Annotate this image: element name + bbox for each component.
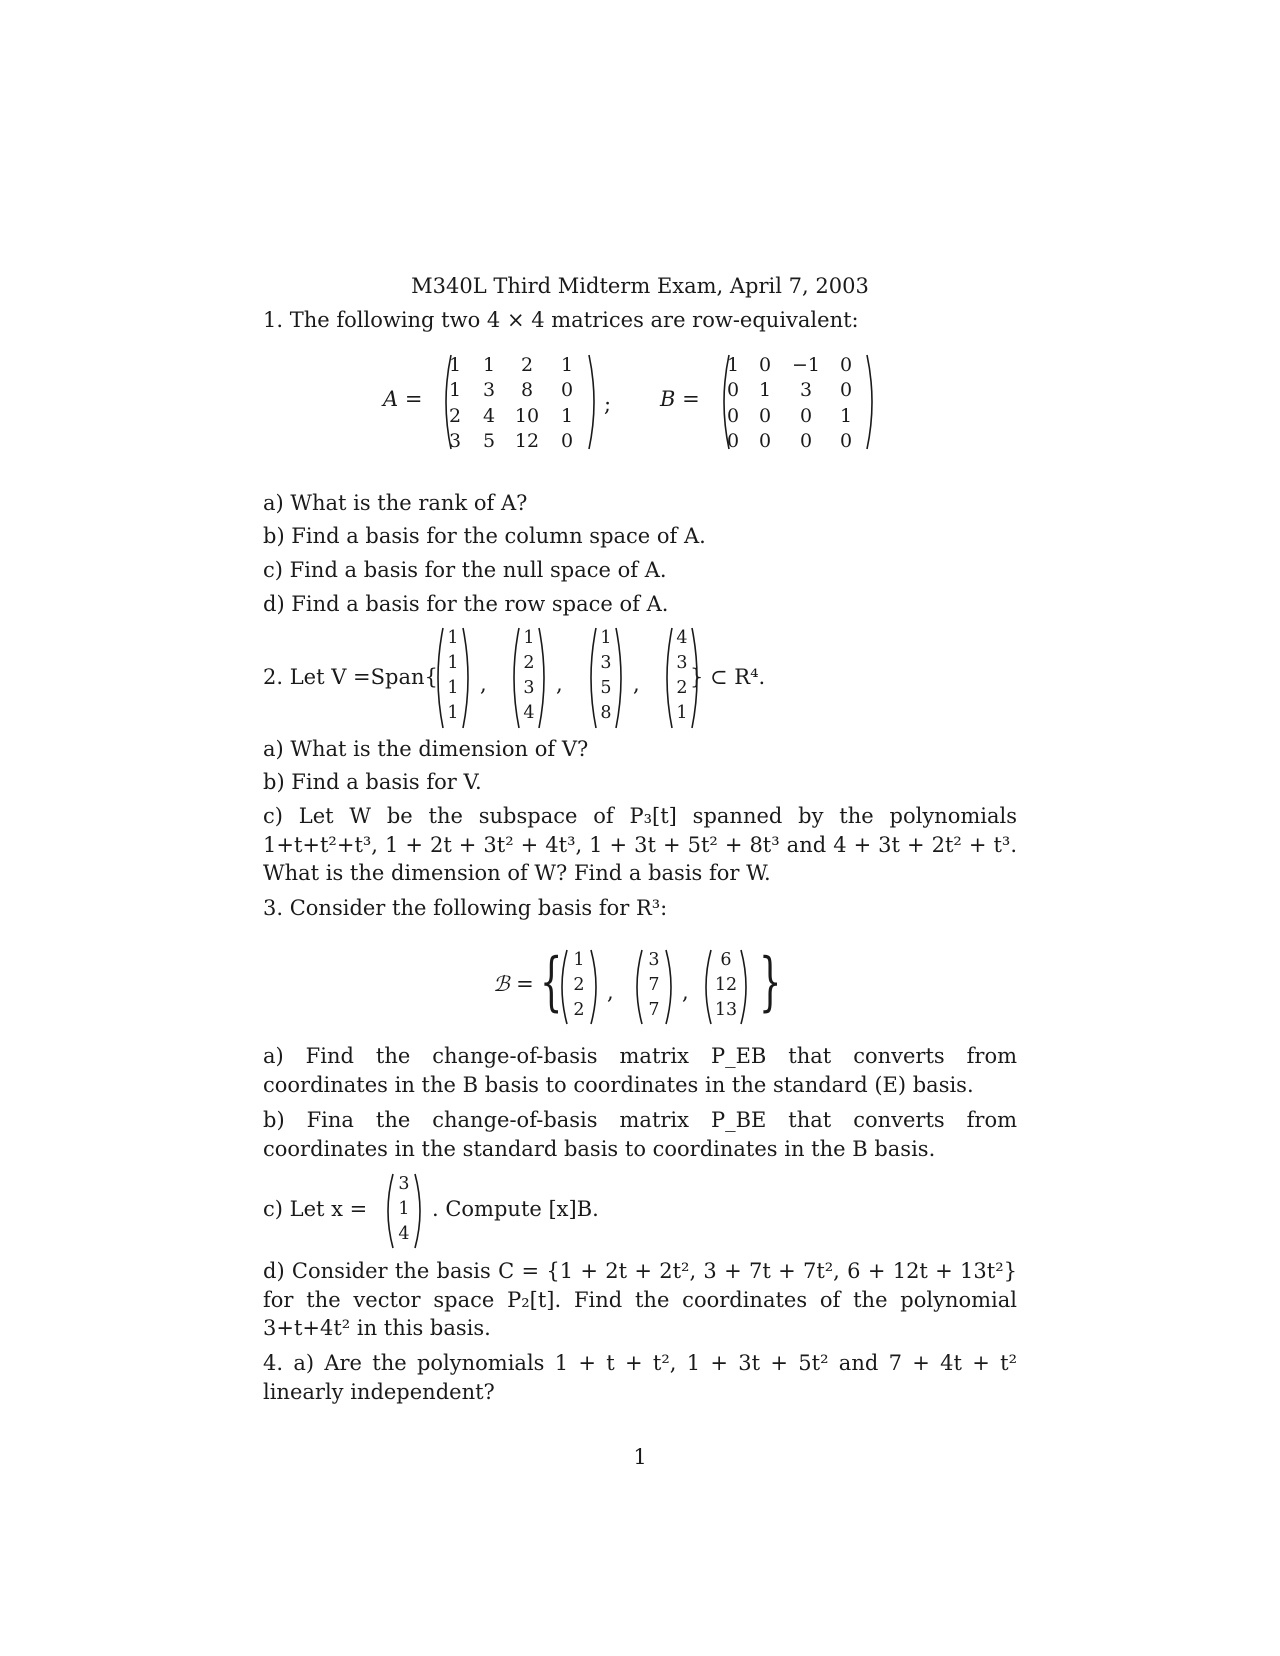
vector-entry: 2 (523, 653, 535, 673)
vector-entry: 1 (600, 628, 612, 648)
vector-entry: 1 (447, 678, 459, 698)
matrix-cell: 0 (839, 379, 853, 401)
matrix-cell: 0 (726, 430, 740, 452)
q3-part-b: b) Fina the change-of-basis matrix P_BE that converts from coordinates in the standard basis to coordinates in the B basis. (263, 1108, 1017, 1161)
q3-close-brace: } (759, 945, 782, 1019)
matrix-a-label: A = (383, 387, 423, 411)
matrix-cell: 4 (482, 405, 496, 427)
q3-basis-label: ℬ = (493, 972, 534, 996)
vector-entry: 1 (676, 703, 688, 723)
matrix-cell: 0 (560, 379, 574, 401)
vector-entry: 1 (447, 653, 459, 673)
right-paren (741, 950, 746, 1024)
matrix-cell: 8 (520, 379, 534, 401)
q3-open-brace: { (540, 945, 563, 1019)
q2-tail: } ⊂ R⁴. (690, 665, 766, 689)
q1-part-b: b) Find a basis for the column space of A. (263, 524, 706, 548)
q2-part-a: a) What is the dimension of V? (263, 737, 589, 761)
matrix-cell: 0 (839, 354, 853, 376)
matrix-cell: 12 (514, 430, 540, 452)
q3-part-a: a) Find the change-of-basis matrix P_EB that converts from coordinates in the B basis to coordinates in the standard (E) basis. (263, 1044, 1017, 1097)
vector-entry: 8 (600, 703, 612, 723)
q2-lead: 2. Let V =Span{ (263, 665, 438, 689)
matrix-cell: 10 (514, 405, 540, 427)
matrix-a (440, 353, 600, 451)
vector-entry: 1 (398, 1199, 410, 1219)
vector-entry: 2 (676, 678, 688, 698)
vector-entry: 3 (523, 678, 535, 698)
matrix-b-label: B = (660, 387, 700, 411)
exam-title: M340L Third Midterm Exam, April 7, 2003 (411, 274, 869, 298)
q4-text: 4. a) Are the polynomials 1 + t + t², 1 + 3t + 5t² and 7 + 4t + t² linearly independent? (263, 1351, 1017, 1404)
vector-entry: 1 (573, 950, 585, 970)
vector-entry: 4 (523, 703, 535, 723)
vector-entry: 2 (573, 975, 585, 995)
vector-entry: 1 (447, 703, 459, 723)
q1-part-c: c) Find a basis for the null space of A. (263, 558, 667, 582)
vector-entry: 13 (714, 1000, 738, 1020)
matrix-cell: 1 (758, 379, 772, 401)
matrix-separator: ; (604, 392, 612, 416)
matrix-cell: 1 (448, 354, 462, 376)
vector-entry: 3 (398, 1174, 410, 1194)
q3-vector (556, 948, 602, 1026)
q2-vector (508, 626, 550, 730)
q3-intro: 3. Consider the following basis for R³: (263, 896, 668, 920)
matrix-cell: 3 (448, 430, 462, 452)
q3-part-c-lead: c) Let x = (263, 1197, 368, 1221)
vector-entry: 4 (676, 628, 688, 648)
matrix-cell: −1 (791, 354, 820, 376)
vector-entry: 7 (648, 1000, 660, 1020)
matrix-cell: 1 (560, 354, 574, 376)
matrix-cell: 0 (726, 405, 740, 427)
matrix-cell: 1 (726, 354, 740, 376)
q3-vector (631, 948, 677, 1026)
matrix-cell: 0 (758, 405, 772, 427)
vector-entry: 3 (648, 950, 660, 970)
q3-part-c-tail: . Compute [x]B. (432, 1197, 599, 1221)
vector-entry: 6 (720, 950, 732, 970)
right-paren (589, 355, 594, 449)
vector-entry: 5 (600, 678, 612, 698)
vector-entry: 4 (398, 1224, 410, 1244)
vector-entry: 7 (648, 975, 660, 995)
vector-comma: , (556, 672, 563, 696)
vector-comma: , (607, 980, 614, 1004)
q2-part-c: c) Let W be the subspace of P₃[t] spanned by the polynomials 1+t+t²+t³, 1 + 2t + 3t² + 4t³, 1 + 3t + 5t² + 8t³ and 4 + 3t + 2t² + t³. What is the dimension of W? Find a basis for W. (263, 804, 1017, 885)
matrix-cell: 0 (560, 430, 574, 452)
vector-entry: 3 (676, 653, 688, 673)
matrix-cell: 0 (758, 354, 772, 376)
vector-comma: , (633, 672, 640, 696)
matrix-cell: 0 (799, 405, 813, 427)
matrix-cell: 0 (839, 430, 853, 452)
vector-entry: 3 (600, 653, 612, 673)
q1-part-a: a) What is the rank of A? (263, 491, 528, 515)
vector-entry: 1 (447, 628, 459, 648)
matrix-cell: 1 (448, 379, 462, 401)
matrix-cell: 1 (839, 405, 853, 427)
page-number: 1 (633, 1445, 647, 1469)
matrix-cell: 3 (799, 379, 813, 401)
vector-comma: , (682, 980, 689, 1004)
matrix-cell: 2 (448, 405, 462, 427)
vector-entry: 1 (523, 628, 535, 648)
matrix-cell: 1 (482, 354, 496, 376)
q3-c-vector (382, 1172, 426, 1250)
q1-intro: 1. The following two 4 × 4 matrices are row-equivalent: (263, 308, 859, 332)
right-paren (867, 355, 872, 449)
vector-entry: 2 (573, 1000, 585, 1020)
q2-part-b: b) Find a basis for V. (263, 770, 482, 794)
matrix-cell: 5 (482, 430, 496, 452)
matrix-b (718, 353, 878, 451)
matrix-cell: 0 (758, 430, 772, 452)
q2-vector (585, 626, 627, 730)
matrix-cell: 3 (482, 379, 496, 401)
matrix-cell: 1 (560, 405, 574, 427)
vector-comma: , (480, 672, 487, 696)
q3-part-d: d) Consider the basis C = {1 + 2t + 2t², 3 + 7t + 7t², 6 + 12t + 13t²} for the vector space P₂[t]. Find the coordinates of the polynomial 3+t+4t² in this basis. (263, 1259, 1017, 1340)
matrix-cell: 0 (799, 430, 813, 452)
vector-entry: 12 (714, 975, 738, 995)
q2-vector (432, 626, 474, 730)
q1-part-d: d) Find a basis for the row space of A. (263, 592, 669, 616)
matrix-cell: 2 (520, 354, 534, 376)
matrix-cell: 0 (726, 379, 740, 401)
q3-vector (700, 948, 752, 1026)
